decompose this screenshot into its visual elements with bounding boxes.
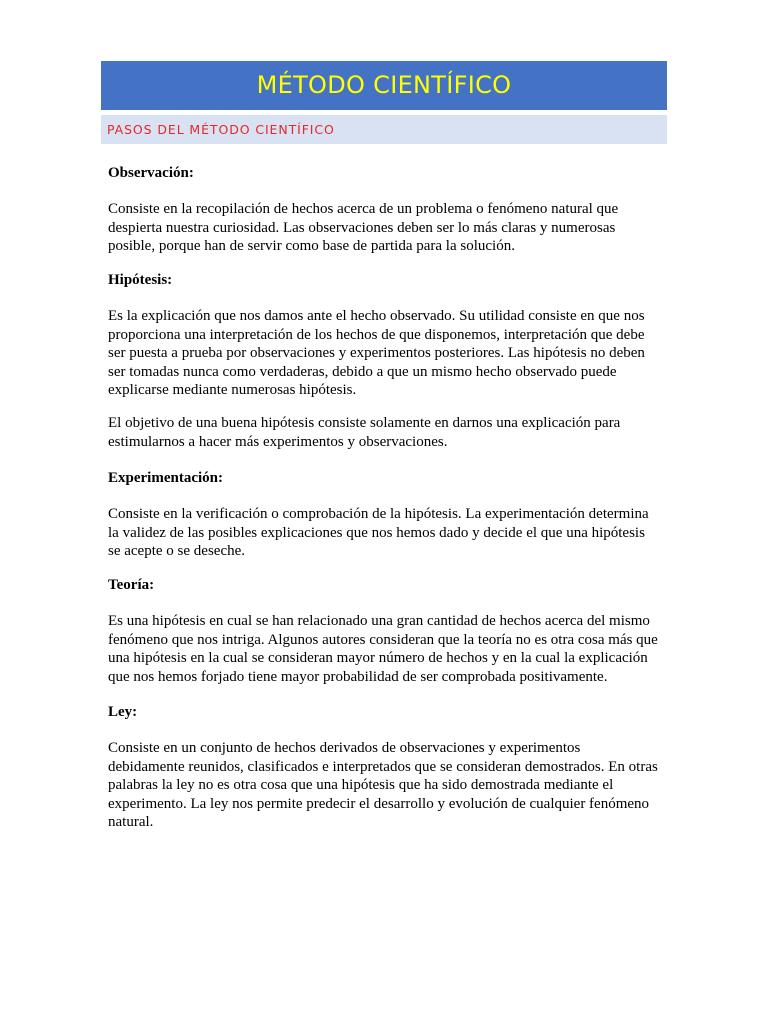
paragraph-line: ser tomadas nunca como verdaderas, debido a que un mismo hecho observado puede [108,363,617,380]
paragraph-line: se acepte o se deseche. [108,543,246,559]
section-heading: Teoría: [108,577,155,593]
title-banner [101,61,667,110]
section-heading: Ley: [108,704,138,720]
section-heading: Observación: [108,165,194,181]
section-paragraph [108,307,668,400]
paragraph-line: que nos hemos forjado tiene mayor probabilidad de ser comprobada positivamente. [108,668,608,685]
paragraph-line: experimento. La ley nos permite predecir el desarrollo y evolución de cualquier fenómeno [108,795,650,812]
paragraph-line: Consiste en la verificación o comprobación de la hipótesis. La experimentación determina [108,506,649,522]
paragraph-line: Consiste en un conjunto de hechos derivados de observaciones y experimentos [108,740,581,756]
document-title: MÉTODO CIENTÍFICO [256,70,512,99]
section-paragraph [108,414,668,451]
paragraph-line: Es una hipótesis en cual se han relacionado una gran cantidad de hechos acerca del mismo [108,613,650,629]
document-subtitle: PASOS DEL MÉTODO CIENTÍFICO [107,121,335,137]
paragraph-line: despierta nuestra curiosidad. Las observaciones deben ser lo más claras y numerosas [108,219,616,236]
paragraph-line: fenómeno que nos intriga. Algunos autores consideran que la teoría no es otra cosa más que [108,631,658,648]
section-paragraph [108,739,668,832]
section-paragraph [108,505,668,561]
paragraph-line: proporciona una interpretación de los hechos de que disponemos, interpretación que debe [108,326,645,343]
section-heading: Hipótesis: [108,272,173,288]
section-paragraph [108,612,668,686]
section-heading: Experimentación: [108,470,223,486]
paragraph-line: la validez de las posibles explicaciones que nos hemos dado y decide el que una hipótesis [108,524,645,541]
paragraph-line: explicarse mediante numerosas hipótesis. [108,382,357,398]
paragraph-line: Es la explicación que nos damos ante el hecho observado. Su utilidad consiste en que nos [108,308,645,324]
subtitle-banner [101,115,667,144]
paragraph-line: palabras la ley no es otra cosa que una hipótesis que ha sido demostrada mediante el [108,777,614,793]
section-paragraph [108,200,668,256]
paragraph-line: debidamente reunidos, clasificados e interpretados que se consideran demostrados. En otras [108,758,658,775]
paragraph-line: El objetivo de una buena hipótesis consiste solamente en darnos una explicación para [108,415,621,431]
paragraph-line: estimularnos a hacer más experimentos y observaciones. [108,433,448,450]
paragraph-line: natural. [108,814,154,830]
paragraph-line: ser puesta a prueba por observaciones y experimentos posteriores. Las hipótesis no deben [108,345,645,361]
paragraph-line: una hipótesis en la cual se consideran mayor número de hechos y en la cual la explicación [108,650,648,666]
paragraph-line: Consiste en la recopilación de hechos acerca de un problema o fenómeno natural que [108,201,619,217]
paragraph-line: posible, porque han de servir como base de partida para la solución. [108,238,515,254]
